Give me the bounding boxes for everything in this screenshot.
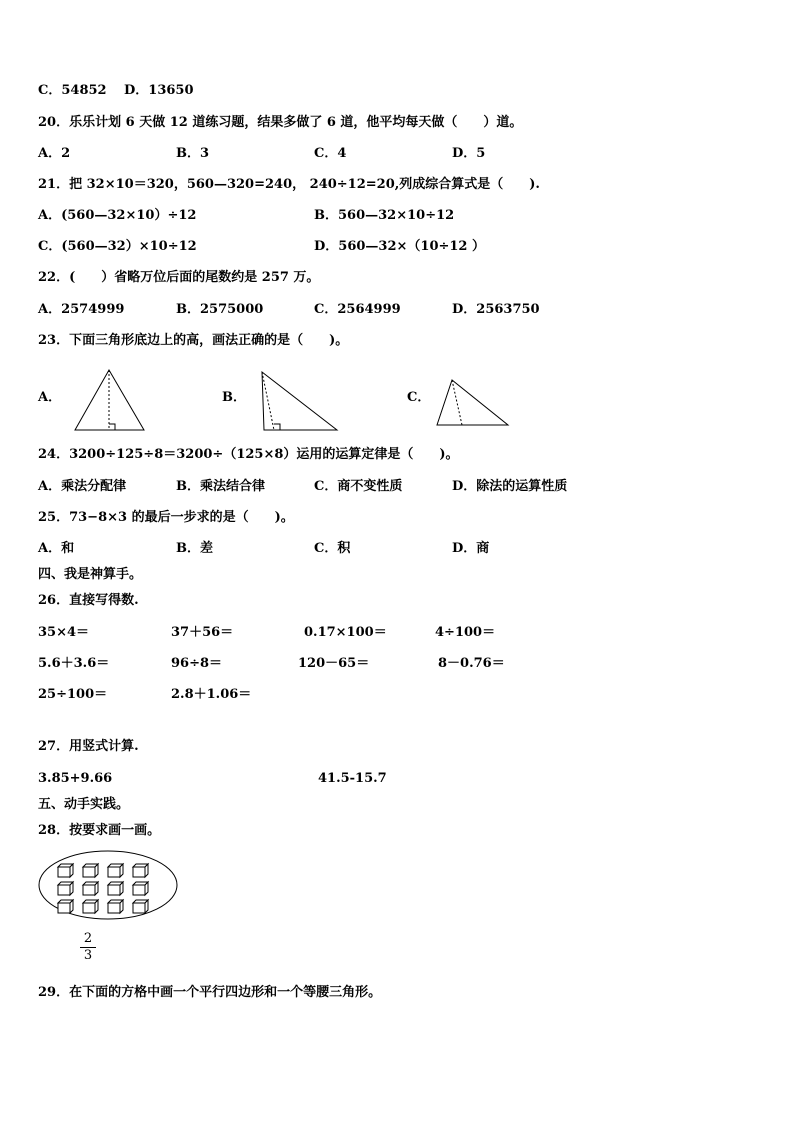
cube-icon bbox=[58, 900, 73, 913]
q25-option-a: A．和 bbox=[38, 541, 75, 556]
q25-option-c: C．积 bbox=[314, 541, 351, 556]
q24-option-b: B．乘法结合律 bbox=[176, 479, 265, 494]
cube-icon bbox=[83, 864, 98, 877]
q24-option-c: C．商不变性质 bbox=[314, 479, 403, 494]
q19-option-c: C．54852 bbox=[38, 83, 107, 98]
q21-option-b: B．560—32×10÷12 bbox=[314, 208, 455, 223]
q29-stem: 29．在下面的方格中画一个平行四边形和一个等腰三角形。 bbox=[38, 985, 382, 1000]
triangle-b-figure bbox=[260, 370, 340, 432]
q21-stem: 21．把 32×10＝320，560—320=240， 240÷12=20,列成综合算式是（ ). bbox=[38, 177, 540, 192]
q26-item: 37＋56＝ bbox=[171, 625, 234, 640]
q27-item-2: 41.5-15.7 bbox=[318, 771, 387, 786]
q27-stem: 27．用竖式计算. bbox=[38, 739, 139, 754]
q26-item: 4÷100＝ bbox=[435, 625, 496, 640]
q26-item: 25÷100＝ bbox=[38, 687, 108, 702]
q20-option-c: C．4 bbox=[314, 146, 347, 161]
q24-stem: 24．3200÷125÷8＝3200÷（125×8）运用的运算定律是（ )。 bbox=[38, 447, 459, 462]
q20-option-b: B．3 bbox=[176, 146, 210, 161]
cube-icon bbox=[108, 900, 123, 913]
q25-option-d: D．商 bbox=[452, 541, 490, 556]
q28-stem: 28．按要求画一画。 bbox=[38, 823, 161, 838]
q26-item: 96÷8＝ bbox=[171, 656, 223, 671]
cube-icon bbox=[83, 900, 98, 913]
q22-option-c: C．2564999 bbox=[314, 302, 401, 317]
q26-item: 2.8＋1.06＝ bbox=[171, 687, 252, 702]
q26-item: 35×4＝ bbox=[38, 625, 90, 640]
q27-item-1: 3.85+9.66 bbox=[38, 771, 113, 786]
q22-option-b: B．2575000 bbox=[176, 302, 264, 317]
q26-item: 8－0.76＝ bbox=[438, 656, 505, 671]
q20-stem: 20．乐乐计划 6 天做 12 道练习题，结果多做了 6 道，他平均每天做（ ）道。 bbox=[38, 115, 523, 130]
fraction-two-thirds bbox=[80, 932, 96, 963]
q22-stem: 22．( ）省略万位后面的尾数约是 257 万。 bbox=[38, 270, 320, 285]
section-4-heading: 四、我是神算手。 bbox=[38, 567, 143, 582]
q20-option-a: A．2 bbox=[38, 146, 71, 161]
cube-icon bbox=[108, 882, 123, 895]
cube-icon bbox=[58, 864, 73, 877]
q23-label-b: B． bbox=[222, 390, 246, 405]
q24-option-d: D．除法的运算性质 bbox=[452, 479, 568, 494]
q21-option-d: D．560—32×（10÷12 ） bbox=[314, 239, 485, 254]
q21-option-a: A．(560—32×10）÷12 bbox=[38, 208, 197, 223]
q22-option-a: A．2574999 bbox=[38, 302, 125, 317]
q26-item: 0.17×100＝ bbox=[304, 625, 387, 640]
q26-stem: 26．直接写得数. bbox=[38, 593, 139, 608]
fraction-numerator: 2 bbox=[83, 931, 93, 946]
cubes-in-ellipse-figure bbox=[38, 850, 178, 920]
cube-icon bbox=[133, 882, 148, 895]
cube-icon bbox=[58, 882, 73, 895]
q23-label-c: C． bbox=[407, 390, 431, 405]
q20-option-d: D．5 bbox=[452, 146, 486, 161]
fraction-denominator: 3 bbox=[83, 948, 93, 963]
section-5-heading: 五、动手实践。 bbox=[38, 797, 130, 812]
triangle-a-figure bbox=[74, 368, 146, 432]
q25-option-b: B．差 bbox=[176, 541, 213, 556]
q22-option-d: D．2563750 bbox=[452, 302, 540, 317]
q19-option-d: D．13650 bbox=[124, 83, 194, 98]
q26-item: 5.6＋3.6＝ bbox=[38, 656, 110, 671]
q23-label-a: A． bbox=[38, 390, 62, 405]
cube-icon bbox=[108, 864, 123, 877]
q24-option-a: A．乘法分配律 bbox=[38, 479, 127, 494]
q21-option-c: C．(560—32）×10÷12 bbox=[38, 239, 197, 254]
cube-icon bbox=[83, 882, 98, 895]
cube-icon bbox=[133, 900, 148, 913]
cube-icon bbox=[133, 864, 148, 877]
triangle-c-figure bbox=[436, 378, 510, 428]
q23-stem: 23．下面三角形底边上的高，画法正确的是（ )。 bbox=[38, 333, 349, 348]
q25-stem: 25．73−8×3 的最后一步求的是（ )。 bbox=[38, 510, 294, 525]
q26-item: 120－65＝ bbox=[298, 656, 370, 671]
